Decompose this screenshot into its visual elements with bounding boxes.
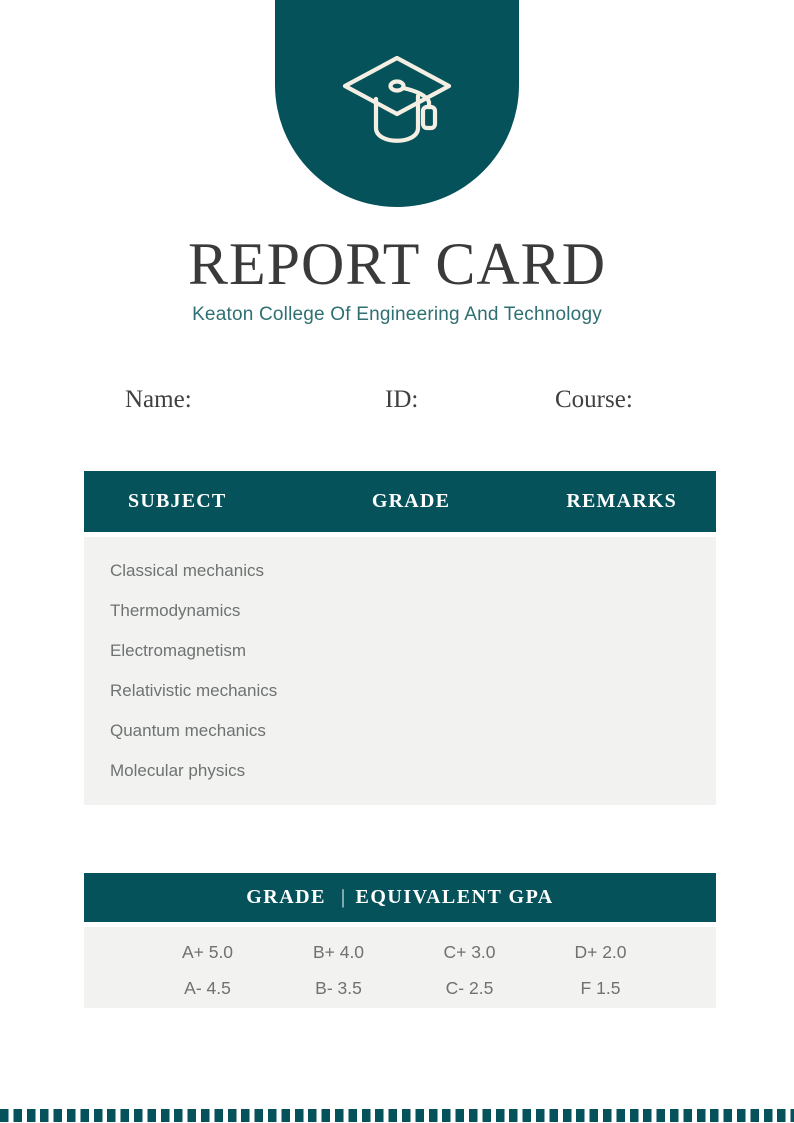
table-row [84, 751, 716, 791]
subject-cell: Electromagnetism [110, 641, 247, 660]
graduation-cap-icon [332, 52, 462, 157]
table-row [84, 591, 716, 631]
grade-cell [312, 591, 514, 631]
remarks-cell [514, 671, 716, 711]
column-header-grade: GRADE [371, 490, 451, 512]
gpa-table-body [84, 927, 716, 1008]
student-fields-row [84, 386, 716, 422]
grades-table-body [84, 537, 716, 805]
remarks-cell [514, 751, 716, 791]
name-field-label: Name: [125, 386, 192, 413]
gpa-table-header [84, 873, 716, 922]
grade-cell [312, 551, 514, 591]
remarks-cell [514, 551, 716, 591]
remarks-cell [514, 631, 716, 671]
remarks-cell [514, 711, 716, 751]
gpa-entry: B- 3.5 [315, 977, 362, 998]
gpa-entry: C- 2.5 [445, 977, 494, 998]
gpa-entry: C+ 3.0 [443, 942, 496, 962]
subject-cell: Relativistic mechanics [110, 681, 278, 700]
table-row [84, 711, 716, 751]
id-field-label: ID: [385, 386, 419, 413]
subject-cell: Classical mechanics [110, 561, 264, 580]
gpa-entry: A+ 5.0 [181, 942, 234, 962]
course-field-label: Course: [555, 386, 633, 413]
subject-cell: Thermodynamics [110, 601, 241, 620]
grade-cell [312, 631, 514, 671]
gpa-entry: D+ 2.0 [574, 942, 627, 962]
gpa-entry: F 1.5 [580, 977, 621, 998]
gpa-title-grade: GRADE [246, 886, 326, 908]
dashed-border-decoration [0, 1109, 794, 1122]
page-title: REPORT CARD [187, 231, 607, 297]
grade-cell [312, 751, 514, 791]
grade-cell [312, 711, 514, 751]
header-badge [275, 0, 519, 207]
column-header-subject: SUBJECT [128, 490, 227, 512]
gpa-entry: A- 4.5 [184, 977, 231, 998]
column-header-remarks: REMARKS [566, 490, 677, 512]
grades-table-header [84, 471, 716, 532]
grade-cell [312, 671, 514, 711]
remarks-cell [514, 591, 716, 631]
table-row [84, 631, 716, 671]
table-row [84, 551, 716, 591]
college-subtitle: Keaton College Of Engineering And Technology [192, 304, 602, 325]
subject-cell: Quantum mechanics [110, 721, 266, 740]
subject-cell: Molecular physics [110, 761, 246, 780]
gpa-title-equivalent: EQUIVALENT GPA [355, 886, 554, 908]
gpa-title-divider: | [340, 886, 347, 908]
gpa-entry: B+ 4.0 [312, 942, 365, 962]
table-row [84, 671, 716, 711]
